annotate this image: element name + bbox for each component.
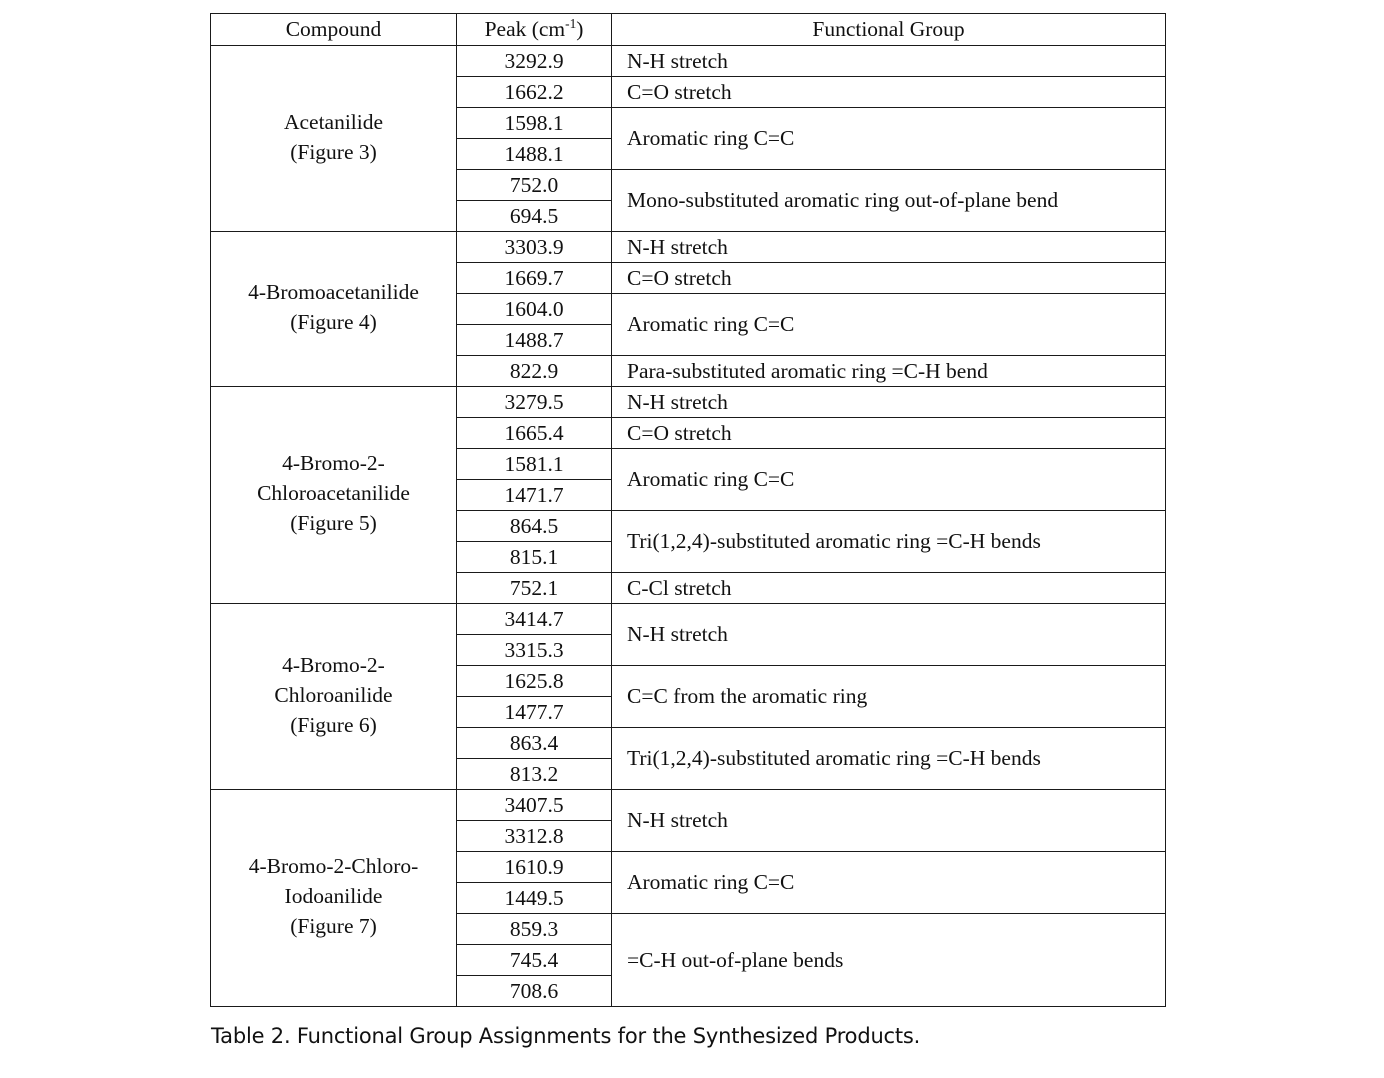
functional-group-cell: N-H stretch — [612, 604, 1166, 666]
compound-cell — [211, 232, 457, 387]
functional-group-cell: Aromatic ring C=C — [612, 852, 1166, 914]
peak-cell: 1665.4 — [457, 418, 612, 449]
peak-cell: 1488.1 — [457, 139, 612, 170]
functional-group-cell: Aromatic ring C=C — [612, 108, 1166, 170]
functional-group-cell: N-H stretch — [612, 387, 1166, 418]
functional-group-cell: Tri(1,2,4)-substituted aromatic ring =C-H bends — [612, 511, 1166, 573]
compound-name-line: (Figure 7) — [290, 914, 377, 938]
table-row — [211, 232, 1166, 263]
table-row — [211, 604, 1166, 635]
functional-group-cell: N-H stretch — [612, 232, 1166, 263]
peak-cell: 1449.5 — [457, 883, 612, 914]
peak-cell: 3292.9 — [457, 46, 612, 77]
functional-group-cell: C-Cl stretch — [612, 573, 1166, 604]
compound-name-line: 4-Bromoacetanilide — [248, 280, 419, 304]
functional-group-table — [210, 13, 1166, 1007]
compound-name-line: Chloroacetanilide — [257, 481, 410, 505]
compound-name-line: (Figure 6) — [290, 712, 377, 737]
compound-name-line: (Figure 4) — [290, 310, 377, 334]
peak-header-label: Peak (cm — [484, 17, 566, 42]
functional-group-cell: N-H stretch — [612, 790, 1166, 852]
functional-group-cell: =C-H out-of-plane bends — [612, 914, 1166, 1007]
peak-cell: 752.1 — [457, 573, 612, 604]
peak-cell: 815.1 — [457, 542, 612, 573]
functional-group-header: Functional Group — [612, 14, 1166, 46]
peak-cell: 1581.1 — [457, 449, 612, 480]
table-caption: Table 2. Functional Group Assignments for the Synthesized Products. — [211, 1024, 921, 1048]
peak-cell: 745.4 — [457, 945, 612, 976]
compound-name-line: Iodoanilide — [284, 884, 383, 908]
peak-cell: 1471.7 — [457, 480, 612, 511]
functional-group-cell: C=O stretch — [612, 418, 1166, 449]
table-row — [211, 387, 1166, 418]
compound-cell — [211, 604, 457, 790]
peak-cell: 1610.9 — [457, 852, 612, 883]
peak-cell: 864.5 — [457, 511, 612, 542]
peak-cell: 3303.9 — [457, 232, 612, 263]
functional-group-cell: Aromatic ring C=C — [612, 294, 1166, 356]
peak-cell: 3414.7 — [457, 604, 612, 635]
compound-name-line: 4-Bromo-2- — [282, 652, 385, 677]
peak-cell: 1477.7 — [457, 697, 612, 728]
compound-cell — [211, 46, 457, 232]
compound-name-line: 4-Bromo-2- — [282, 451, 385, 475]
peak-cell: 1669.7 — [457, 263, 612, 294]
compound-cell — [211, 387, 457, 604]
peak-cell: 1488.7 — [457, 325, 612, 356]
peak-cell: 694.5 — [457, 201, 612, 232]
functional-group-cell: Mono-substituted aromatic ring out-of-plane bend — [612, 170, 1166, 232]
table-row — [211, 46, 1166, 77]
peak-cell: 1598.1 — [457, 108, 612, 139]
compound-name-line: (Figure 5) — [290, 511, 377, 535]
peak-header-unit-exponent: -1 — [565, 16, 577, 32]
header-row — [211, 14, 1166, 46]
functional-group-cell: Tri(1,2,4)-substituted aromatic ring =C-H bends — [612, 728, 1166, 790]
peak-cell: 1662.2 — [457, 77, 612, 108]
peak-cell: 3315.3 — [457, 635, 612, 666]
compound-name-line: Chloroanilide — [274, 682, 393, 707]
peak-cell: 3312.8 — [457, 821, 612, 852]
peak-cell: 859.3 — [457, 914, 612, 945]
compound-name-line: Acetanilide — [283, 109, 384, 134]
functional-group-cell: N-H stretch — [612, 46, 1166, 77]
functional-group-cell: C=O stretch — [612, 263, 1166, 294]
table-row — [211, 790, 1166, 821]
peak-cell: 1604.0 — [457, 294, 612, 325]
compound-name-line: 4-Bromo-2-Chloro- — [248, 854, 419, 878]
peak-header — [457, 14, 612, 46]
peak-cell: 1625.8 — [457, 666, 612, 697]
peak-cell: 3407.5 — [457, 790, 612, 821]
peak-cell: 813.2 — [457, 759, 612, 790]
compound-header: Compound — [211, 14, 457, 46]
peak-cell: 863.4 — [457, 728, 612, 759]
peak-cell: 752.0 — [457, 170, 612, 201]
peak-cell: 3279.5 — [457, 387, 612, 418]
peak-header-close: ) — [576, 17, 584, 42]
table-body — [211, 46, 1166, 1007]
functional-group-cell: C=C from the aromatic ring — [612, 666, 1166, 728]
peak-cell: 708.6 — [457, 976, 612, 1007]
functional-group-cell: C=O stretch — [612, 77, 1166, 108]
functional-group-cell: Aromatic ring C=C — [612, 449, 1166, 511]
compound-cell — [211, 790, 457, 1007]
peak-cell: 822.9 — [457, 356, 612, 387]
functional-group-cell: Para-substituted aromatic ring =C-H bend — [612, 356, 1166, 387]
compound-name-line: (Figure 3) — [290, 139, 377, 164]
